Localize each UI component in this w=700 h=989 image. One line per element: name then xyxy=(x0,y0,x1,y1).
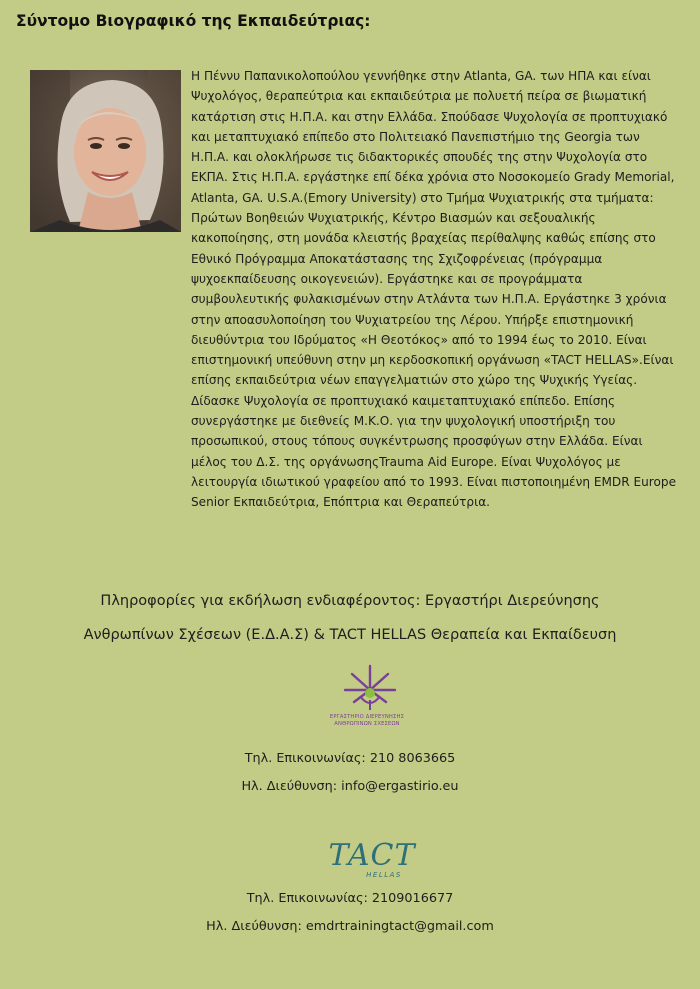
tact-hellas-logo xyxy=(326,833,418,883)
bio-paragraph: Η Πέννυ Παπανικολοπούλου γεννήθηκε στην Atlanta, GA. των ΗΠΑ και είναι Ψυχολόγος, θεραπεύτρια και εκπαιδεύτρια με πολυετή πείρα σε βιωματική κατάρτιση στις Η.Π.Α. και στην Ελλάδα. Σπούδασε Ψυχολογία σε προπτυχιακό και μεταπτυχιακό επίπεδο στο Πολιτειακό Πανεπιστήμιο της Georgia των Η.Π.Α. και ολοκλήρωσε τις διδακτορικές σπουδές της στην Ψυχολογία στο ΕΚΠΑ. Στις Η.Π.Α. εργάστηκε επί δέκα χρόνια στο Νοσοκομείο Grady Memorial, Atlanta, GA. U.S.A.(Emory University) στο Τμήμα Ψυχιατρικής στα τμήματα: Πρώτων Βοηθειών Ψυχιατρικής, Κέντρο Βιασμών και σεξουαλικής κακοποίησης, στη μονάδα κλειστής βραχείας περίθαλψης καθώς επίσης στο Εθνικό Πρόγραμμα Αποκατάστασης της Σχιζοφρένειας (πρόγραμμα ψυχοεκπαίδευσης οικογενειών). Εργάστηκε και σε προγράμματα συμβουλευτικής φυλακισμένων στην Ατλάντα των Η.Π.Α. Εργάστηκε 3 χρόνια στην αποασυλοποίηση του Ψυχιατρείου της Λέρου. Υπήρξε επιστημονική διευθύντρια του Ιδρύματος «Η Θεοτόκος» από το 1994 έως το 2010. Είναι επιστημονική υπεύθυνη στην μη κερδοσκοπική οργάνωση «TACT HELLAS».Είναι επίσης εκπαιδεύτρια νέων επαγγελματιών στο χώρο της Ψυχικής Υγείας. Δίδασκε Ψυχολογία σε προπτυχιακό καιμεταπτυχιακό επίπεδο. Επίσης συνεργάστηκε με διεθνείς Μ.Κ.Ο. για την ψυχολογική υποστήριξη του προσωπικού, στους τόπους συγκέντρωσης προσφύγων στην Ελλάδα. Είναι μέλος του Δ.Σ. της οργάνωσηςTrauma Aid Europe. Είναι Ψυχολόγος με λειτουργία ιδιωτικού γραφείου από το 1993. Είναι πιστοποιημένη EMDR Europe Senior Εκπαιδεύτρια, Επόπτρια και Θεραπεύτρια. xyxy=(191,69,677,510)
biography-text xyxy=(191,66,679,513)
tact-logo-word: TACT xyxy=(328,838,416,873)
page-title: Σύντομο Βιογραφικό της Εκπαιδεύτριας: xyxy=(16,12,371,30)
tact-phone: Τηλ. Επικοινωνίας: 2109016677 xyxy=(246,891,454,906)
tact-logo-subword: HELLAS xyxy=(366,871,402,879)
edas-email: Ηλ. Διεύθυνση: info@ergastirio.eu xyxy=(241,779,459,794)
edas-logo-line-1: ΕΡΓΑΣΤΗΡΙΟ ΔΙΕΡΕΥΝΗΣΗΣ xyxy=(329,714,405,720)
trainer-photo xyxy=(30,70,181,232)
edas-phone: Τηλ. Επικοινωνίας: 210 8063665 xyxy=(244,751,456,766)
info-line-2: Ανθρωπίνων Σχέσεων (Ε.Δ.Α.Σ) & TACT HELLAS Θεραπεία και Εκπαίδευση xyxy=(83,627,617,643)
portrait-image xyxy=(30,70,181,232)
edas-logo-line-2: ΑΝΘΡΩΠΙΝΩΝ ΣΧΕΣΕΩΝ xyxy=(334,721,400,727)
info-line-1: Πληροφορίες για εκδήλωση ενδιαφέροντος: Εργαστήρι Διερεύνησης xyxy=(100,593,600,609)
tact-email: Ηλ. Διεύθυνση: emdrtrainingtact@gmail.com xyxy=(206,919,494,934)
edas-logo-caption xyxy=(316,714,418,728)
